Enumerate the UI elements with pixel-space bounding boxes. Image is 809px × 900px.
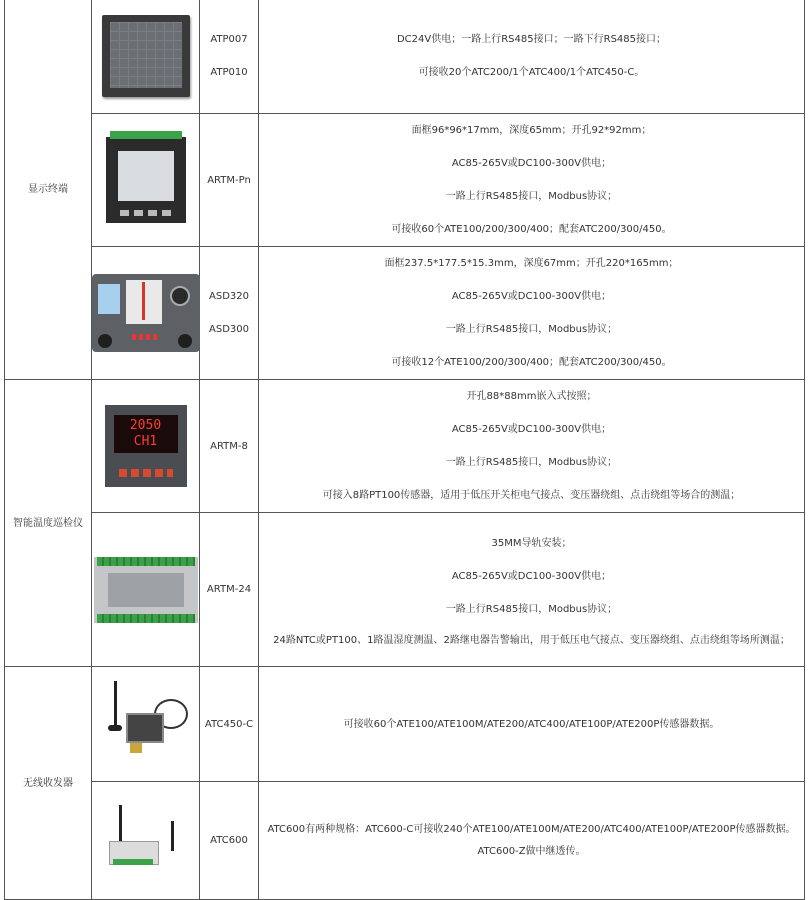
description-line: 可接收12个ATE100/200/300/400；配套ATC200/300/450。 [391, 357, 672, 368]
model-name: ATC600 [210, 835, 248, 846]
description-line: AC85-265V或DC100-300V供电； [451, 158, 612, 169]
din-rail-module-image [94, 557, 198, 623]
description-line: AC85-265V或DC100-300V供电； [451, 571, 612, 582]
description-line: 一路上行RS485接口，Modbus协议； [445, 457, 618, 468]
meter-display [114, 415, 178, 453]
description-line: 一路上行RS485接口，Modbus协议； [445, 324, 618, 335]
description-cell [259, 667, 805, 782]
model-cell [200, 114, 259, 247]
model-name: ATP010 [210, 67, 248, 78]
product-image-cell [92, 782, 200, 900]
description-line: 开孔88*88mm嵌入式按照； [466, 391, 597, 402]
description-cell [259, 380, 805, 513]
display-channel: CH1 [133, 434, 158, 449]
category-cell [5, 380, 92, 667]
model-cell [200, 513, 259, 667]
model-cell [200, 247, 259, 380]
description-line: 可接收20个ATC200/1个ATC400/1个ATC450-C。 [418, 67, 645, 78]
temperature-meter-image [105, 405, 187, 487]
description-line: AC85-265V或DC100-300V供电； [451, 291, 612, 302]
model-name: ASD320 [209, 291, 249, 302]
model-name: ASD300 [209, 324, 249, 335]
description-cell [259, 513, 805, 667]
table-row [5, 0, 805, 114]
model-name: ARTM-8 [210, 440, 248, 452]
category-label: 无线收发器 [23, 777, 73, 789]
description-line: 24路NTC或PT100、1路温湿度测温、2路继电器告警输出，用于低压电气接点、变压器绕组、点击绕组等场所测温； [273, 635, 790, 646]
table-row [5, 513, 805, 667]
description-line: 面框96*96*17mm，深度65mm；开孔92*92mm； [411, 125, 652, 136]
product-image-cell [92, 247, 200, 380]
description-cell [259, 782, 805, 900]
table-row [5, 667, 805, 782]
description-cell [259, 0, 805, 114]
description-line: DC24V供电；一路上行RS485接口；一路下行RS485接口； [396, 34, 666, 45]
table-row [5, 114, 805, 247]
product-image-cell [92, 0, 200, 114]
description-line: 面框237.5*177.5*15.3mm，深度67mm；开孔220*165mm； [384, 258, 679, 269]
description-line: 可接入8路PT100传感器，适用于低压开关柜电气接点、变压器绕组、点击绕组等场合的测温； [322, 490, 741, 501]
product-image-cell [92, 513, 200, 667]
category-label: 智能温度巡检仪 [13, 517, 83, 529]
product-image-cell [92, 380, 200, 513]
table-row [5, 782, 805, 900]
hmi-panel-image [102, 15, 190, 97]
wireless-gateway-image [101, 801, 191, 881]
category-cell [5, 0, 92, 380]
description-line: AC85-265V或DC100-300V供电； [451, 424, 612, 435]
table-row [5, 380, 805, 513]
description-line: 35MM导轨安装； [491, 538, 572, 549]
product-image-cell [92, 114, 200, 247]
model-cell [200, 0, 259, 114]
display-reading: 2050 [129, 418, 162, 433]
model-name: ATP007 [210, 34, 248, 45]
description-line: 一路上行RS485接口，Modbus协议； [445, 604, 618, 615]
switchgear-display-image [92, 274, 200, 352]
table-row [5, 247, 805, 380]
description-line: ATC600有两种规格：ATC600-C可接收240个ATE100/ATE100M/ATE200/ATC400/ATE100P/ATE200P传感器数据。ATC600-Z做中继透传。 [267, 823, 796, 857]
category-cell [5, 667, 92, 900]
description-line: 可接收60个ATE100/200/300/400；配套ATC200/300/450。 [391, 224, 672, 235]
description-line: 一路上行RS485接口，Modbus协议； [445, 191, 618, 202]
model-name: ARTM-Pn [207, 174, 251, 186]
description-cell [259, 247, 805, 380]
model-cell [200, 380, 259, 513]
category-label: 显示终端 [28, 183, 68, 195]
wireless-receiver-image [104, 679, 188, 769]
model-name: ARTM-24 [206, 584, 252, 595]
model-cell [200, 667, 259, 782]
description-cell [259, 114, 805, 247]
product-spec-table [4, 0, 805, 900]
product-image-cell [92, 667, 200, 782]
model-cell [200, 782, 259, 900]
model-name: ATC450-C [204, 718, 254, 730]
panel-meter-image [106, 137, 186, 223]
description-line: 可接收60个ATE100/ATE100M/ATE200/ATC400/ATE100P/ATE200P传感器数据。 [343, 718, 720, 730]
